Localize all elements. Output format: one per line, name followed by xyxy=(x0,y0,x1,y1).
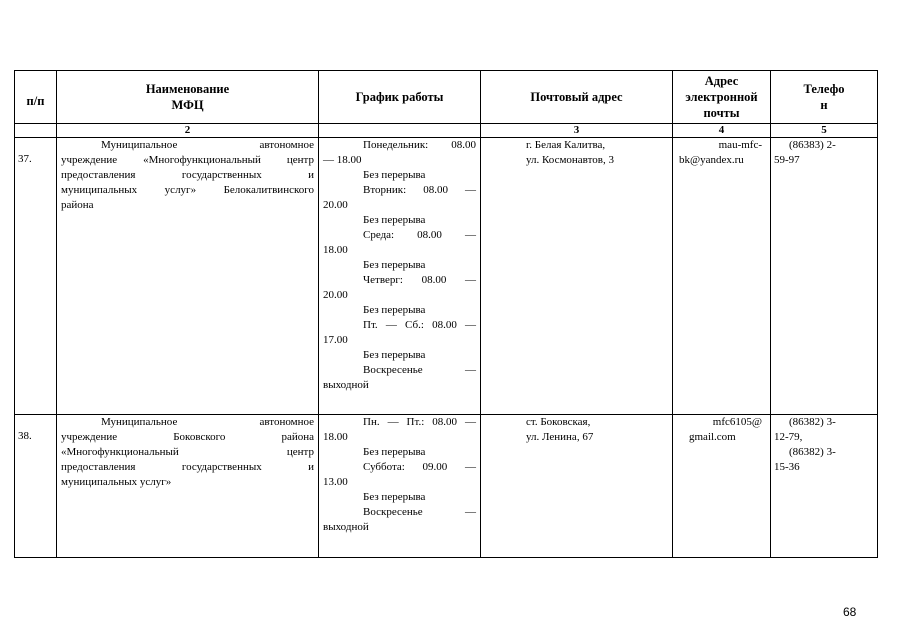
schedule-line: 13.00 xyxy=(323,476,348,488)
email-cell xyxy=(673,415,771,558)
schedule-cell xyxy=(319,138,481,415)
phone-line: 12-79, xyxy=(774,431,803,443)
row-number: 38. xyxy=(15,415,57,558)
schedule-line: 20.00 xyxy=(323,199,348,211)
email-cell xyxy=(673,138,771,415)
phone-line: (86382) 3- xyxy=(789,446,836,458)
table-row xyxy=(15,138,878,415)
phone-line: 59-97 xyxy=(774,154,800,166)
phone-cell xyxy=(771,415,878,558)
schedule-line: Пт. — Сб.: 08.00 — xyxy=(363,319,476,331)
page-number: 68 xyxy=(843,605,857,619)
phone-cell xyxy=(771,138,878,415)
header-phone xyxy=(771,71,878,124)
schedule-line: Вторник: 08.00 — xyxy=(363,184,476,196)
email-line: mfc6105@ xyxy=(712,416,762,428)
schedule-line: Понедельник: 08.00 xyxy=(363,139,476,151)
schedule-line: Без перерыва xyxy=(363,304,426,316)
schedule-line: выходной xyxy=(323,379,369,391)
column-number-4: 4 xyxy=(673,124,771,138)
postal-address-cell xyxy=(481,415,673,558)
column-number-5: 5 xyxy=(771,124,878,138)
schedule-line: Без перерыва xyxy=(363,446,426,458)
header-email-line2: электронной xyxy=(685,90,758,104)
email-line: mau-mfc- xyxy=(718,139,762,151)
mfc-name-line: муниципальных услуг» xyxy=(61,476,172,488)
postal-address-line: ул. Ленина, 67 xyxy=(526,431,594,443)
schedule-line: Без перерыва xyxy=(363,349,426,361)
mfc-name-line: предоставления государственных и xyxy=(61,461,314,473)
column-number-empty xyxy=(319,124,481,138)
schedule-line: 20.00 xyxy=(323,289,348,301)
column-number-1 xyxy=(15,124,57,138)
header-email xyxy=(673,71,771,124)
schedule-cell xyxy=(319,415,481,558)
row-number: 37. xyxy=(15,138,57,415)
schedule-line: Воскресенье — xyxy=(363,364,476,376)
schedule-line: Без перерыва xyxy=(363,214,426,226)
header-email-line3: почты xyxy=(703,106,740,120)
mfc-name-line: муниципальных услуг» Белокалитвинского xyxy=(61,184,314,196)
header-phone-line1: Телефо xyxy=(803,82,845,96)
schedule-line: 18.00 xyxy=(323,244,348,256)
header-schedule xyxy=(319,71,481,124)
schedule-line: Суббота: 09.00 — xyxy=(363,461,476,473)
mfc-name-line: предоставления государственных и xyxy=(61,169,314,181)
schedule-line: 18.00 xyxy=(323,431,348,443)
schedule-line: Пн. — Пт.: 08.00 — xyxy=(363,416,476,428)
table-row xyxy=(15,415,878,558)
phone-line: (86383) 2- xyxy=(789,139,836,151)
phone-line: 15-36 xyxy=(774,461,800,473)
header-num xyxy=(15,71,57,124)
email-line: gmail.com xyxy=(689,431,736,443)
header-postal-label: Почтовый адрес xyxy=(530,90,623,104)
header-postal xyxy=(481,71,673,124)
phone-line: (86382) 3- xyxy=(789,416,836,428)
header-phone-line2: н xyxy=(820,98,828,112)
mfc-name-cell xyxy=(57,138,319,415)
schedule-line: — 18.00 xyxy=(323,154,362,166)
mfc-name-line: района xyxy=(61,199,94,211)
header-name-line2: МФЦ xyxy=(171,98,204,112)
table-header-row xyxy=(15,71,878,124)
schedule-line: Воскресенье — xyxy=(363,506,476,518)
schedule-line: Среда: 08.00 — xyxy=(363,229,476,241)
schedule-line: 17.00 xyxy=(323,334,348,346)
header-num-label: п/п xyxy=(26,94,45,108)
mfc-table xyxy=(14,70,878,558)
mfc-name-cell xyxy=(57,415,319,558)
header-name xyxy=(57,71,319,124)
schedule-line: выходной xyxy=(323,521,369,533)
email-line: bk@yandex.ru xyxy=(679,154,744,166)
header-schedule-label: График работы xyxy=(355,90,444,104)
schedule-line: Без перерыва xyxy=(363,259,426,271)
schedule-line: Четверг: 08.00 — xyxy=(363,274,476,286)
column-number-2: 2 xyxy=(57,124,319,138)
postal-address-line: г. Белая Калитва, xyxy=(526,139,606,151)
postal-address-line: ст. Боковская, xyxy=(526,416,591,428)
header-name-line1: Наименование xyxy=(145,82,230,96)
mfc-name-line: Муниципальное автономное xyxy=(101,416,314,428)
column-number-3: 3 xyxy=(481,124,673,138)
postal-address-cell xyxy=(481,138,673,415)
mfc-name-line: учреждение Боковского района xyxy=(61,431,314,443)
schedule-line: Без перерыва xyxy=(363,169,426,181)
postal-address-line: ул. Космонавтов, 3 xyxy=(526,154,614,166)
schedule-line: Без перерыва xyxy=(363,491,426,503)
mfc-name-line: «Многофункциональный центр xyxy=(61,446,314,458)
mfc-name-line: Муниципальное автономное xyxy=(101,139,314,151)
header-email-line1: Адрес xyxy=(704,74,739,88)
column-number-row xyxy=(15,124,878,138)
mfc-name-line: учреждение «Многофункциональный центр xyxy=(61,154,314,166)
